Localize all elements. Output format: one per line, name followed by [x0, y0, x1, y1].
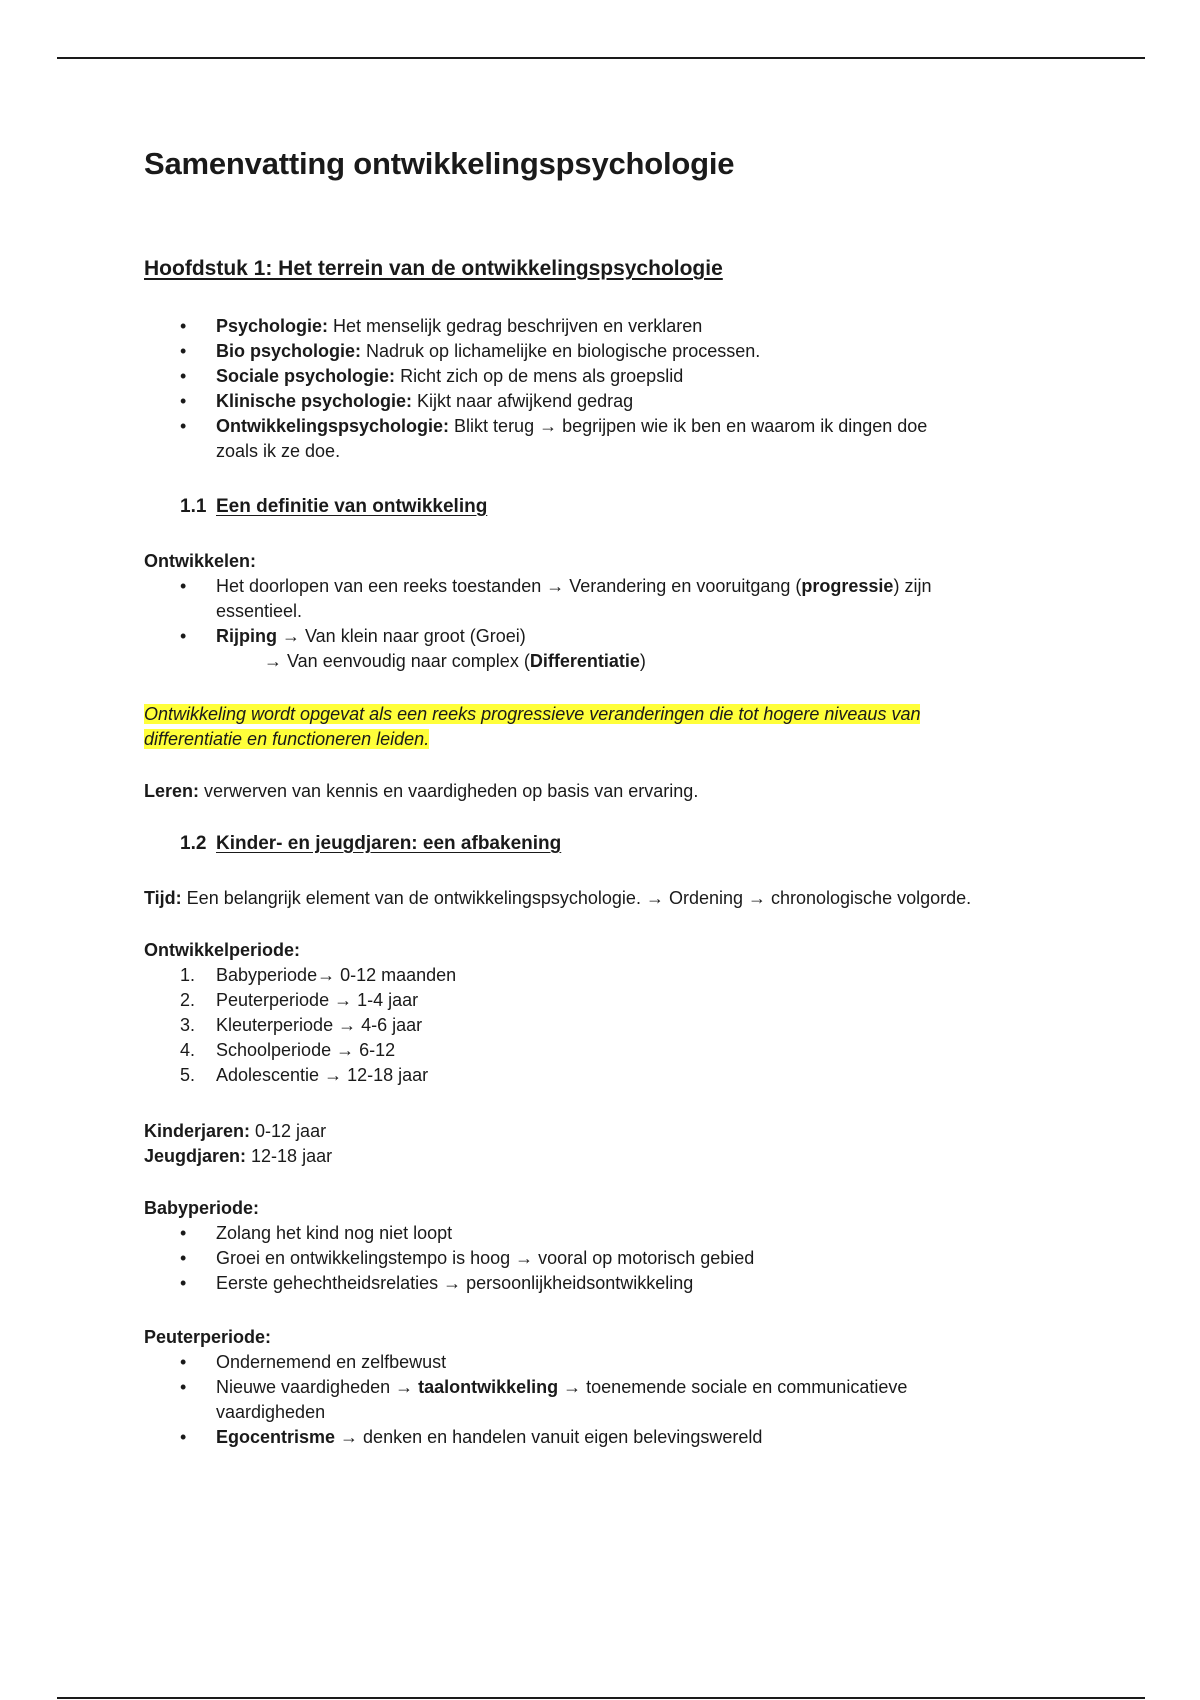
text: Een belangrijk element van de ontwikkelingspsychologie. → Ordening → chronologische volgorde. [181, 888, 972, 908]
text: Groei en ontwikkelingstempo is hoog → vooral op motorisch gebied [216, 1248, 755, 1268]
text: Peuterperiode → 1-4 jaar [216, 990, 419, 1010]
bullet-icon: • [180, 626, 187, 646]
term: Rijping [216, 626, 277, 646]
list-number: 1. [180, 965, 196, 985]
term: Differentiatie [529, 651, 640, 671]
text: Kleuterperiode → 4-6 jaar [216, 1015, 423, 1035]
definition: Kijkt naar afwijkend gedrag [412, 391, 634, 411]
text: ) zijn essentieel. [216, 576, 932, 621]
term: Leren: [144, 781, 200, 801]
text: Adolescentie → 12-18 jaar [216, 1065, 429, 1085]
bullet-icon: • [180, 416, 187, 436]
document-title: Samenvatting ontwikkelingspsychologie [144, 146, 735, 181]
text: → toenemende sociale en communicatieve vaardigheden [216, 1377, 908, 1422]
list-item [144, 1375, 964, 1425]
definition: Richt zich op de mens als groepslid [395, 366, 684, 386]
list-item [144, 574, 964, 624]
text: Het doorlopen van een reeks toestanden → Verandering en vooruitgang ( [216, 576, 802, 596]
ontwikkelen-bullet-list [144, 574, 964, 649]
section-heading-1-2 [180, 833, 561, 855]
chapter-heading: Hoofdstuk 1: Het terrein van de ontwikkelingspsychologie [144, 257, 723, 280]
text: Schoolperiode → 6-12 [216, 1040, 396, 1060]
list-number: 2. [180, 990, 196, 1010]
bottom-rule [57, 1697, 1145, 1699]
bullet-icon: • [180, 366, 187, 386]
jeugdjaren-line [144, 1144, 332, 1169]
term: Sociale psychologie: [216, 366, 396, 386]
list-item [144, 314, 964, 339]
kinderjaren-line [144, 1119, 326, 1144]
text: → Van klein naar groot (Groei) [277, 626, 526, 646]
bullet-icon: • [180, 341, 187, 361]
bullet-icon: • [180, 1248, 187, 1268]
list-item [144, 1350, 964, 1375]
bullet-icon: • [180, 1223, 187, 1243]
term: Psychologie: [216, 316, 329, 336]
bullet-icon: • [180, 316, 187, 336]
text: Eerste gehechtheidsrelaties → persoonlijkheidsontwikkeling [216, 1273, 694, 1293]
bullet-icon: • [180, 391, 187, 411]
definition: Blikt terug → begrijpen wie ik ben en waarom ik dingen doe zoals ik ze doe. [216, 416, 928, 461]
list-item [144, 1246, 964, 1271]
term: Bio psychologie: [216, 341, 362, 361]
list-item [144, 414, 964, 464]
list-item [144, 963, 964, 988]
section-title: Een definitie van ontwikkeling [216, 496, 488, 517]
list-item [144, 1063, 964, 1088]
text: ) [639, 651, 646, 671]
highlight-line: differentiatie en functioneren leiden. [144, 729, 430, 749]
term: Kinderjaren: [144, 1121, 251, 1141]
ontwikkelperiode-list [144, 963, 964, 1088]
highlight-line: Ontwikkeling wordt opgevat als een reeks progressieve veranderingen die tot hogere niveaus van [144, 704, 921, 724]
text: verwerven van kennis en vaardigheden op basis van ervaring. [199, 781, 699, 801]
term: Ontwikkelingspsychologie: [216, 416, 450, 436]
babyperiode-label: Babyperiode: [144, 1198, 260, 1218]
text: Babyperiode→ 0-12 maanden [216, 965, 457, 985]
term: Tijd: [144, 888, 182, 908]
list-item [144, 1271, 964, 1296]
section-heading-1-1 [180, 496, 487, 518]
list-item [144, 1038, 964, 1063]
bullet-icon: • [180, 576, 187, 596]
list-item [144, 339, 964, 364]
leren-paragraph [144, 779, 698, 804]
ontwikkelperiode-label: Ontwikkelperiode: [144, 940, 301, 960]
section-number: 1.1 [180, 496, 207, 517]
term: Jeugdjaren: [144, 1146, 247, 1166]
term: Klinische psychologie: [216, 391, 413, 411]
list-item [144, 364, 964, 389]
peuterperiode-label: Peuterperiode: [144, 1327, 272, 1347]
top-rule [57, 57, 1145, 59]
list-number: 5. [180, 1065, 196, 1085]
bullet-icon: • [180, 1427, 187, 1447]
text: Ondernemend en zelfbewust [216, 1352, 447, 1372]
list-item [144, 1013, 964, 1038]
text: → Van eenvoudig naar complex ( [264, 651, 530, 671]
list-item [144, 389, 964, 414]
tijd-paragraph [144, 886, 971, 911]
ontwikkelen-label: Ontwikkelen: [144, 551, 257, 571]
term: taalontwikkeling [418, 1377, 559, 1397]
section-number: 1.2 [180, 833, 207, 854]
text: Zolang het kind nog niet loopt [216, 1223, 453, 1243]
list-number: 3. [180, 1015, 196, 1035]
term: Egocentrisme [216, 1427, 336, 1447]
list-item [144, 624, 964, 649]
definition: Het menselijk gedrag beschrijven en verklaren [328, 316, 703, 336]
peuterperiode-bullet-list [144, 1350, 964, 1450]
highlighted-definition [144, 702, 920, 752]
rijping-continuation [264, 649, 646, 674]
list-item [144, 1425, 964, 1450]
babyperiode-bullet-list [144, 1221, 964, 1296]
text: Nieuwe vaardigheden → [216, 1377, 419, 1397]
intro-bullet-list [144, 314, 964, 464]
section-title: Kinder- en jeugdjaren: een afbakening [216, 833, 562, 854]
bullet-icon: • [180, 1377, 187, 1397]
definition: Nadruk op lichamelijke en biologische processen. [361, 341, 761, 361]
bullet-icon: • [180, 1352, 187, 1372]
text: → denken en handelen vanuit eigen belevingswereld [335, 1427, 763, 1447]
list-item [144, 988, 964, 1013]
term: progressie [801, 576, 894, 596]
text: 0-12 jaar [250, 1121, 327, 1141]
list-number: 4. [180, 1040, 196, 1060]
list-item [144, 1221, 964, 1246]
text: 12-18 jaar [246, 1146, 333, 1166]
bullet-icon: • [180, 1273, 187, 1293]
